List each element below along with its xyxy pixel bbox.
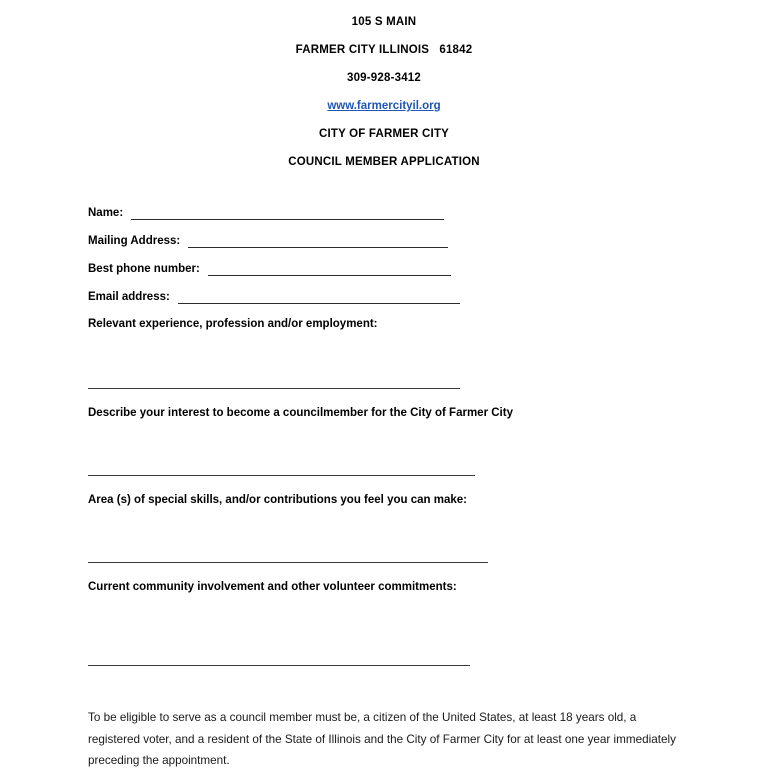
- section-special-skills-prompt: Area (s) of special skills, and/or contributions you feel you can make:: [88, 494, 467, 506]
- field-name-input[interactable]: [131, 219, 444, 220]
- field-email-address: [88, 280, 688, 308]
- field-name: [88, 196, 688, 224]
- field-best-phone-number: [88, 252, 688, 280]
- section-special-skills: [88, 492, 688, 563]
- field-email-address-input[interactable]: [178, 303, 460, 304]
- header-city-state-zip: FARMER CITY ILLINOIS 61842: [295, 44, 473, 56]
- field-best-phone-number-label: Best phone number:: [88, 263, 200, 275]
- field-best-phone-number-input[interactable]: [208, 275, 451, 276]
- header-website-link-wrapper: [0, 92, 768, 120]
- section-describe-interest-prompt: Describe your interest to become a councilmember for the City of Farmer City: [88, 407, 513, 419]
- eligibility-statement: To be eligible to serve as a council member must be, a citizen of the United States, at least 18 years old, a registered voter, and a resident of the State of Illinois and the City of Farmer City for at least one year immediately preceding the appointment.: [88, 711, 676, 767]
- header-address-line: 105 S MAIN: [351, 16, 417, 28]
- document-header: [0, 0, 768, 176]
- section-community-involvement-answer[interactable]: [88, 665, 470, 666]
- section-relevant-experience-prompt: Relevant experience, profession and/or employment:: [88, 318, 378, 330]
- section-community-involvement-prompt: Current community involvement and other volunteer commitments:: [88, 581, 457, 593]
- field-mailing-address: [88, 224, 688, 252]
- header-organization: CITY OF FARMER CITY: [318, 128, 450, 140]
- field-mailing-address-label: Mailing Address:: [88, 235, 181, 247]
- field-mailing-address-input[interactable]: [188, 247, 448, 248]
- section-relevant-experience-answer[interactable]: [88, 388, 460, 389]
- field-email-address-label: Email address:: [88, 291, 170, 303]
- section-relevant-experience: [88, 316, 688, 389]
- section-special-skills-answer[interactable]: [88, 562, 488, 563]
- website-link[interactable]: www.farmercityil.org: [327, 100, 441, 112]
- section-community-involvement: [88, 579, 688, 666]
- header-phone: 309-928-3412: [346, 72, 422, 84]
- section-describe-interest-answer[interactable]: [88, 475, 475, 476]
- application-form-body: [88, 196, 688, 666]
- header-form-title: COUNCIL MEMBER APPLICATION: [288, 156, 480, 168]
- section-describe-interest: [88, 405, 688, 476]
- field-name-label: Name:: [88, 207, 124, 219]
